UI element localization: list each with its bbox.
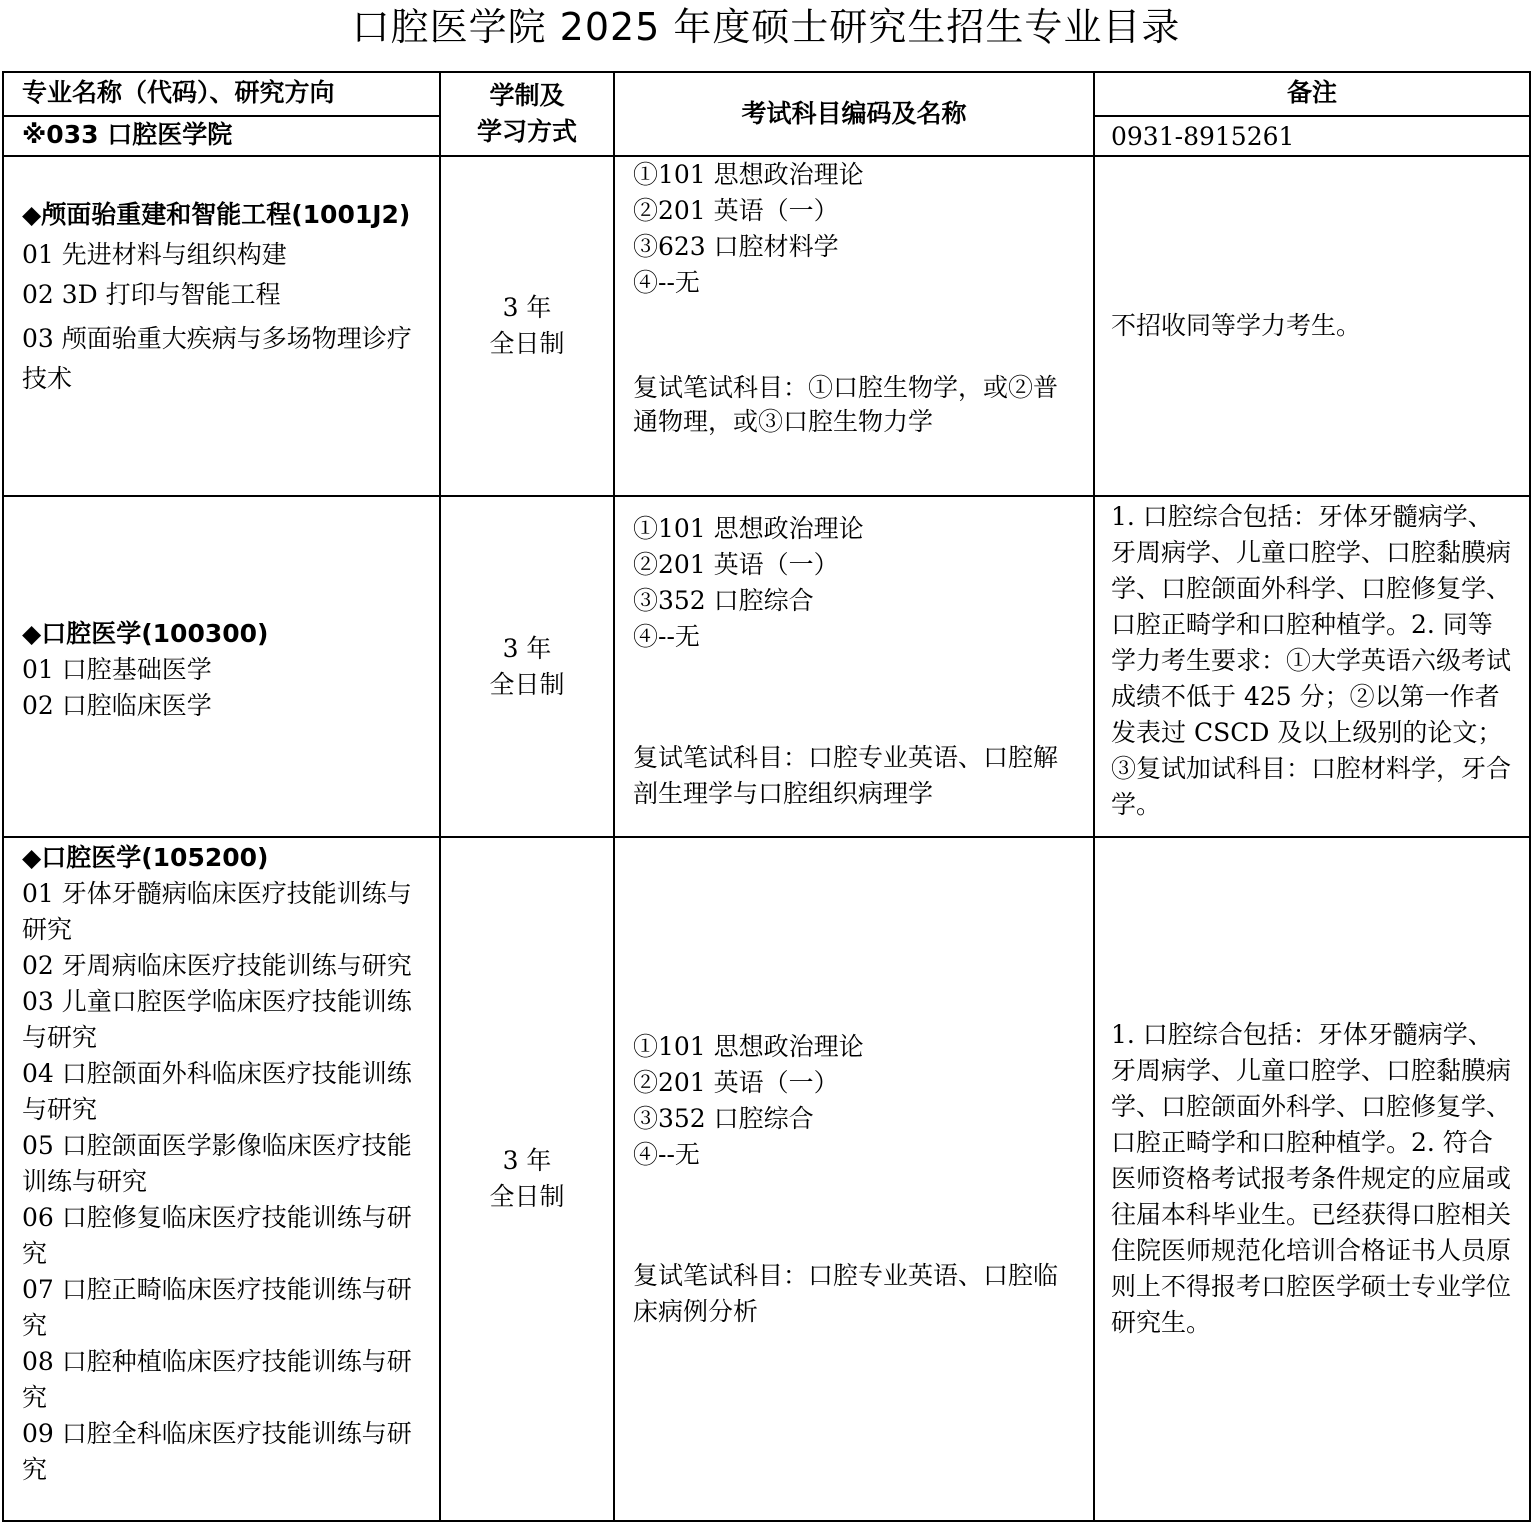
exam-subject: ①101 思想政治理论 <box>633 514 864 543</box>
note-text: 1. 口腔综合包括：牙体牙髓病学、牙周病学、儿童口腔学、口腔黏膜病学、口腔颌面外科学、口腔修复学、口腔正畸学和口腔种植学。2. 符合医师资格考试报考条件规定的应届或往届本科毕业生。已经获得口腔相关住院医师规范化培训合格证书人员原则上不得报考口腔医学硕士专业学位研究生。 <box>1111 1020 1512 1337</box>
direction-item: 01 先进材料与组织构建 <box>22 240 287 269</box>
study-mode: 全日制 <box>489 329 565 358</box>
header-duration-line1: 学制及 <box>489 81 565 110</box>
exam-subject: ④--无 <box>633 622 700 651</box>
duration-cell <box>440 837 614 1521</box>
duration-cell <box>440 156 614 496</box>
direction-item: 02 口腔临床医学 <box>22 690 212 720</box>
duration: 3 年 <box>502 1146 552 1175</box>
contact-phone: 0931-8915261 <box>1094 116 1530 156</box>
retest-subjects: 复试笔试科目：①口腔生物学，或②普通物理，或③口腔生物力学 <box>633 373 1059 436</box>
direction-item: 02 3D 打印与智能工程 <box>22 280 281 309</box>
major-name: ◆颅面骀重建和智能工程(1001J2) <box>22 200 411 229</box>
exam-subject: ④--无 <box>633 268 700 297</box>
major-name: ◆口腔医学(100300) <box>22 618 269 648</box>
study-mode: 全日制 <box>489 669 565 699</box>
table-row <box>3 156 1530 496</box>
exam-subject: ②201 英语（一） <box>633 550 839 579</box>
table-row <box>3 496 1530 837</box>
note-cell <box>1094 837 1530 1521</box>
duration: 3 年 <box>502 293 552 322</box>
exam-subjects <box>633 1029 1075 1173</box>
exam-subject: ③352 口腔综合 <box>633 586 814 615</box>
exam-subjects <box>633 157 1075 301</box>
duration-cell <box>440 496 614 837</box>
exam-cell <box>614 496 1094 837</box>
exam-subject: ③352 口腔综合 <box>633 1103 814 1133</box>
header-row <box>3 72 1530 116</box>
direction-item: 07 口腔正畸临床医疗技能训练与研究 <box>22 1275 412 1340</box>
direction-item: 01 口腔基础医学 <box>22 654 212 684</box>
exam-subject: ②201 英语（一） <box>633 196 839 225</box>
header-note-label: 备注 <box>1094 72 1530 116</box>
retest-subjects: 复试笔试科目：口腔专业英语、口腔解剖生理学与口腔组织病理学 <box>633 743 1059 808</box>
note-text: 1. 口腔综合包括：牙体牙髓病学、牙周病学、儿童口腔学、口腔黏膜病学、口腔颌面外科学、口腔修复学、口腔正畸学和口腔种植学。2. 同等学力考生要求：①大学英语六级考试成绩不低于 425 分；②以第一作者发表过 CSCD 及以上级别的论文；③复试加试科目：口腔材料学，牙合学。 <box>1111 502 1512 819</box>
direction-item: 06 口腔修复临床医疗技能训练与研究 <box>22 1203 412 1268</box>
exam-cell <box>614 156 1094 496</box>
direction-item: 08 口腔种植临床医疗技能训练与研究 <box>22 1347 412 1412</box>
exam-subject: ①101 思想政治理论 <box>633 160 864 189</box>
major-cell <box>3 156 440 496</box>
major-name: ◆口腔医学(105200) <box>22 843 269 872</box>
direction-item: 09 口腔全科临床医疗技能训练与研究 <box>22 1419 412 1484</box>
header-duration-line2: 学习方式 <box>476 117 577 146</box>
note-text: 不招收同等学力考生。 <box>1111 311 1362 340</box>
direction-item: 05 口腔颌面医学影像临床医疗技能训练与研究 <box>22 1131 412 1196</box>
header-duration-label <box>440 72 614 156</box>
exam-subject: ②201 英语（一） <box>633 1067 839 1097</box>
college-code: ※033 口腔医学院 <box>3 116 440 156</box>
major-cell <box>3 496 440 837</box>
exam-subject: ④--无 <box>633 1139 700 1169</box>
note-cell <box>1094 156 1530 496</box>
direction-item: 04 口腔颌面外科临床医疗技能训练与研究 <box>22 1059 412 1124</box>
page-title: 口腔医学院 2025 年度硕士研究生招生专业目录 <box>351 5 1181 49</box>
study-mode: 全日制 <box>489 1182 565 1211</box>
direction-item: 03 儿童口腔医学临床医疗技能训练与研究 <box>22 987 412 1052</box>
direction-item: 03 颅面骀重大疾病与多场物理诊疗技术 <box>22 324 412 393</box>
direction-item: 02 牙周病临床医疗技能训练与研究 <box>22 951 412 980</box>
catalog-table <box>2 71 1531 1522</box>
header-exam-label: 考试科目编码及名称 <box>614 72 1094 156</box>
note-cell <box>1094 496 1530 837</box>
direction-item: 01 牙体牙髓病临床医疗技能训练与研究 <box>22 879 412 944</box>
exam-cell <box>614 837 1094 1521</box>
exam-subjects <box>633 511 1075 655</box>
duration: 3 年 <box>502 633 552 663</box>
retest-subjects: 复试笔试科目：口腔专业英语、口腔临床病例分析 <box>633 1260 1059 1326</box>
table-row <box>3 837 1530 1521</box>
exam-subject: ①101 思想政治理论 <box>633 1031 864 1061</box>
header-major-label: 专业名称（代码）、研究方向 <box>3 72 440 116</box>
major-cell <box>3 837 440 1521</box>
exam-subject: ③623 口腔材料学 <box>633 232 839 261</box>
